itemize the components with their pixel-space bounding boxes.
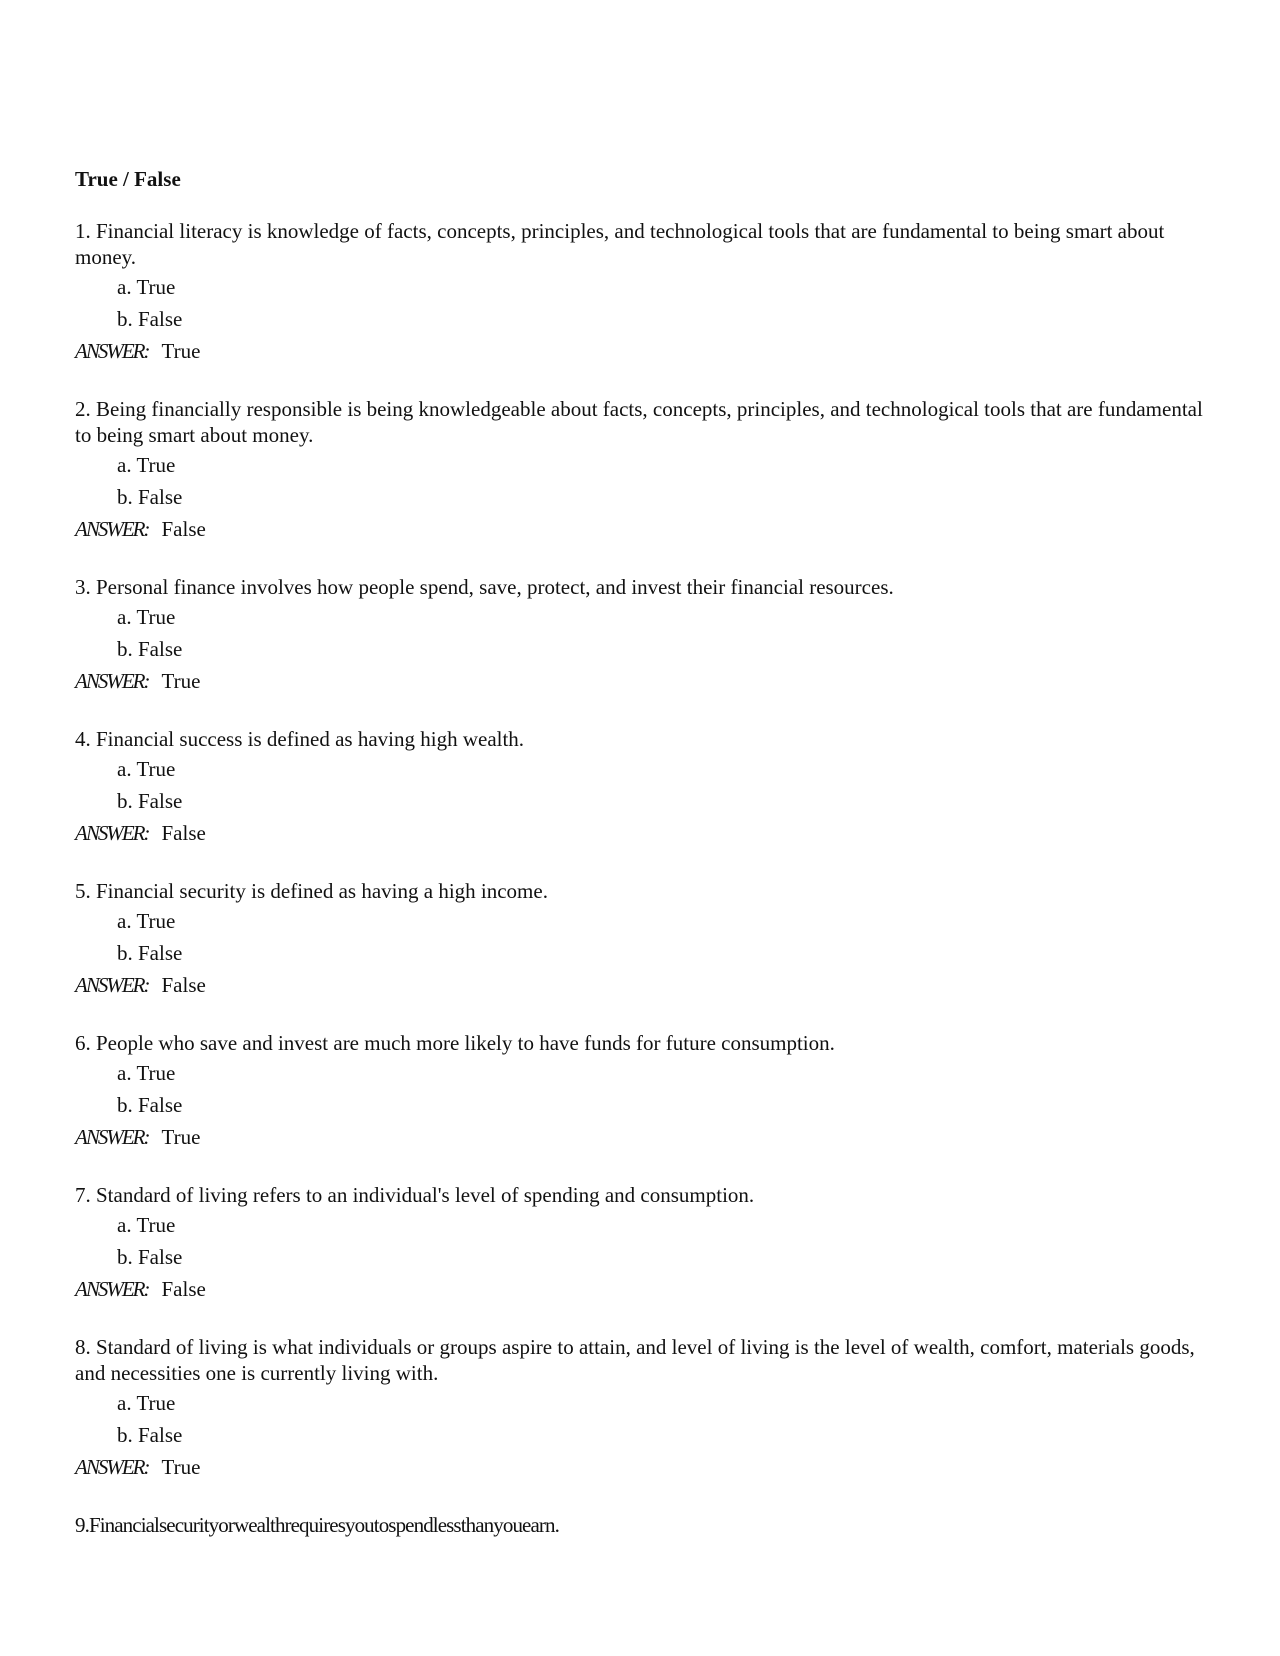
question-text <box>75 218 1205 270</box>
answer-value: True <box>161 1455 201 1479</box>
answer-value: True <box>161 669 201 693</box>
option-b: b. False <box>117 485 183 509</box>
question-text <box>75 878 1205 904</box>
question-text <box>75 1334 1205 1386</box>
option-a: a. True <box>117 1391 176 1415</box>
option-a: a. True <box>117 275 176 299</box>
answer-line <box>75 1454 1205 1480</box>
answer-value: False <box>161 973 206 997</box>
question-1 <box>75 218 1205 364</box>
answer-label: ANSWER : <box>75 517 150 541</box>
question-text: 9.Financialsecurityorwealthrequiresyoutospendlessthanyouearn. <box>75 1513 559 1537</box>
answer-value: True <box>161 1125 201 1149</box>
answer-label: ANSWER : <box>75 669 150 693</box>
question-number: 1 . <box>75 219 96 243</box>
answer-value: False <box>161 1277 206 1301</box>
option-b: b. False <box>117 1423 183 1447</box>
question-7 <box>75 1182 1205 1302</box>
answer-label: ANSWER : <box>75 339 150 363</box>
question-text <box>75 1030 1205 1056</box>
question-number: 5 . <box>75 879 96 903</box>
question-body: Standard of living is what individuals or groups aspire to attain, and level of living is the level of wealth, comfort, materials goods, and necessities one is currently living with. <box>75 1335 1195 1385</box>
option-a: a. True <box>117 605 176 629</box>
question-body: Standard of living refers to an individual's level of spending and consumption. <box>96 1183 755 1207</box>
answer-line <box>75 338 1205 364</box>
question-number: 2 . <box>75 397 96 421</box>
option-b: b. False <box>117 1245 183 1269</box>
question-number: 8 . <box>75 1335 96 1359</box>
question-text <box>75 726 1205 752</box>
option-a: a. True <box>117 1213 176 1237</box>
question-number: 6 . <box>75 1031 96 1055</box>
question-number: 3 . <box>75 575 96 599</box>
question-body: Financial success is defined as having high wealth. <box>96 727 525 751</box>
question-4 <box>75 726 1205 846</box>
answer-label: ANSWER : <box>75 1455 150 1479</box>
answer-line <box>75 668 1205 694</box>
answer-value: False <box>161 821 206 845</box>
answer-value: False <box>161 517 206 541</box>
option-a: a. True <box>117 453 176 477</box>
option-b: b. False <box>117 307 183 331</box>
answer-line <box>75 1276 1205 1302</box>
answer-label: ANSWER : <box>75 821 150 845</box>
answer-label: ANSWER : <box>75 1125 150 1149</box>
question-8 <box>75 1334 1205 1480</box>
answer-line <box>75 1124 1205 1150</box>
question-body: Being financially responsible is being knowledgeable about facts, concepts, principles, and technological tools that are fundamental to being smart about money. <box>75 397 1203 447</box>
question-body: Personal finance involves how people spend, save, protect, and invest their financial resources. <box>96 575 894 599</box>
option-b: b. False <box>117 1093 183 1117</box>
question-text <box>75 396 1205 448</box>
question-body: People who save and invest are much more likely to have funds for future consumption. <box>96 1031 835 1055</box>
question-body: Financial security is defined as having a high income. <box>96 879 548 903</box>
section-title: True / False <box>75 167 181 191</box>
answer-value: True <box>161 339 201 363</box>
answer-label: ANSWER : <box>75 1277 150 1301</box>
option-b: b. False <box>117 941 183 965</box>
question-number: 4 . <box>75 727 96 751</box>
answer-line <box>75 972 1205 998</box>
question-5 <box>75 878 1205 998</box>
option-a: a. True <box>117 909 176 933</box>
question-2 <box>75 396 1205 542</box>
answer-label: ANSWER : <box>75 973 150 997</box>
question-9 <box>75 1512 1205 1538</box>
question-number: 7 . <box>75 1183 96 1207</box>
option-a: a. True <box>117 1061 176 1085</box>
option-b: b. False <box>117 637 183 661</box>
question-3 <box>75 574 1205 694</box>
question-text <box>75 1182 1205 1208</box>
question-text <box>75 574 1205 600</box>
question-body: Financial literacy is knowledge of facts, concepts, principles, and technological tools that are fundamental to being smart about money. <box>75 219 1165 269</box>
question-6 <box>75 1030 1205 1150</box>
answer-line <box>75 516 1205 542</box>
option-b: b. False <box>117 789 183 813</box>
option-a: a. True <box>117 757 176 781</box>
answer-line <box>75 820 1205 846</box>
